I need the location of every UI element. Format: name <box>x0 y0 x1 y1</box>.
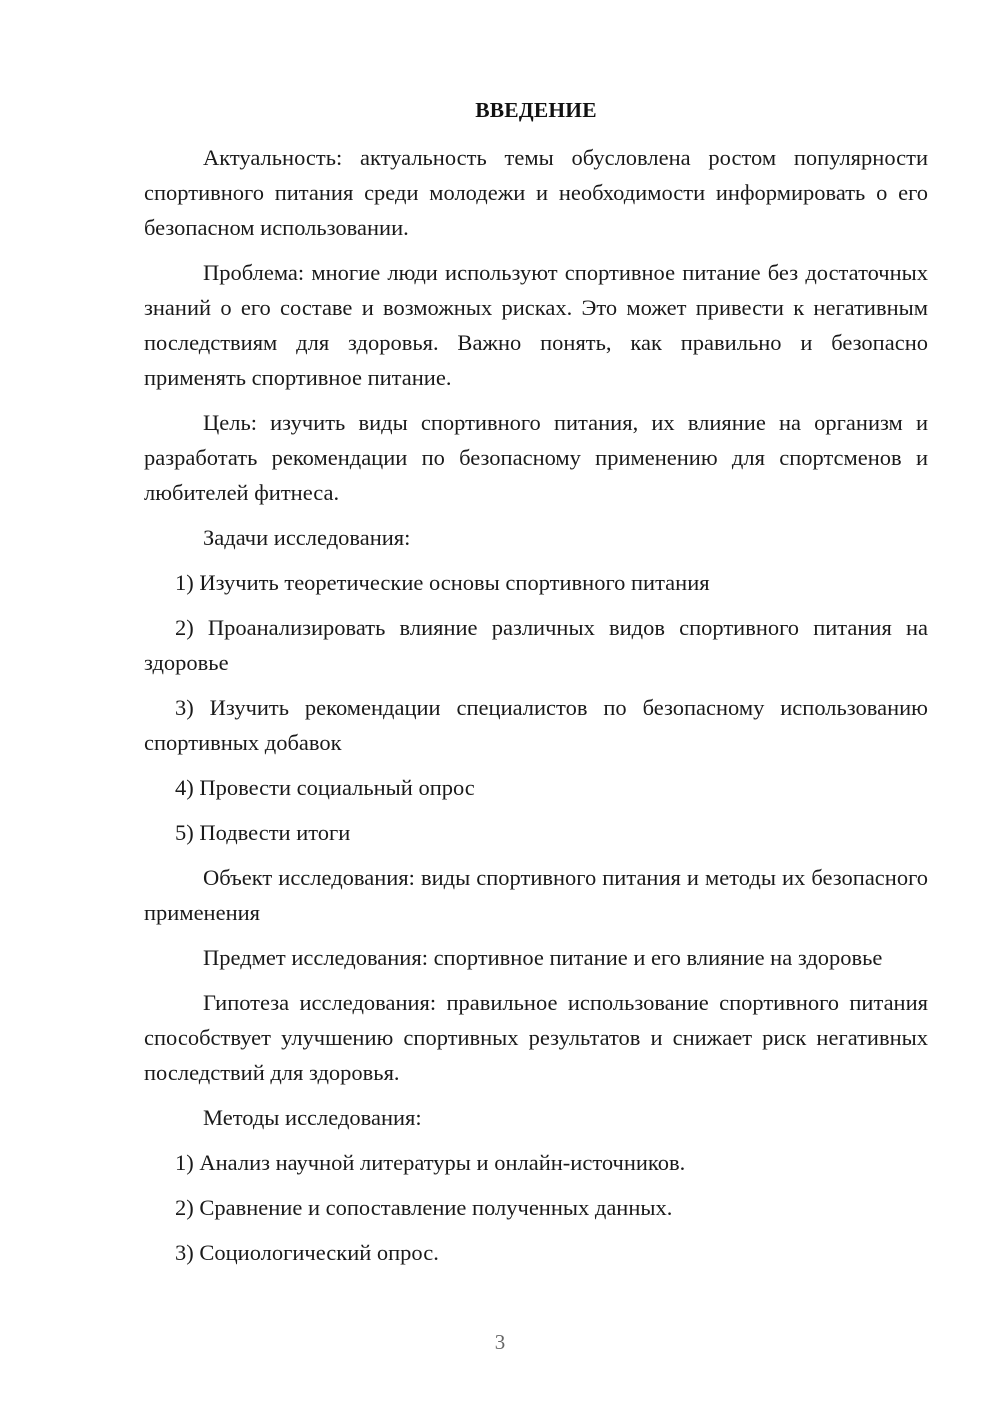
tasks-heading: Задачи исследования: <box>203 525 411 550</box>
document-page <box>144 93 928 1270</box>
task-item: 3) Изучить рекомендации специалистов по безопасному использованию спортивных добавок <box>144 695 928 755</box>
object-paragraph: Объект исследования: виды спортивного питания и методы их безопасного применения <box>144 865 928 925</box>
method-item: 2) Сравнение и сопоставление полученных данных. <box>175 1195 673 1220</box>
task-item: 5) Подвести итоги <box>175 820 351 845</box>
subject-paragraph: Предмет исследования: спортивное питание и его влияние на здоровье <box>203 945 883 970</box>
goal-paragraph: Цель: изучить виды спортивного питания, их влияние на организм и разработать рекомендации по безопасному применению для спортсменов и любителей фитнеса. <box>144 410 928 505</box>
page-number: 3 <box>494 1330 506 1354</box>
problem-paragraph: Проблема: многие люди используют спортивное питание без достаточных знаний о его составе и возможных рисках. Это может привести к негативным последствиям для здоровья. Важно понять, как правильно и безопасно применять спортивное питание. <box>144 260 928 390</box>
task-item: 2) Проанализировать влияние различных видов спортивного питания на здоровье <box>144 615 928 675</box>
task-item: 1) Изучить теоретические основы спортивного питания <box>175 570 710 595</box>
methods-heading: Методы исследования: <box>203 1105 422 1130</box>
method-item: 3) Социологический опрос. <box>175 1240 439 1265</box>
relevance-paragraph: Актуальность: актуальность темы обусловлена ростом популярности спортивного питания среди молодежи и необходимости информировать о его безопасном использовании. <box>144 145 928 240</box>
task-item: 4) Провести социальный опрос <box>175 775 475 800</box>
hypothesis-paragraph: Гипотеза исследования: правильное использование спортивного питания способствует улучшению спортивных результатов и снижает риск негативных последствий для здоровья. <box>144 990 928 1085</box>
method-item: 1) Анализ научной литературы и онлайн-источников. <box>175 1150 686 1175</box>
page-title: ВВЕДЕНИЕ <box>475 98 597 122</box>
